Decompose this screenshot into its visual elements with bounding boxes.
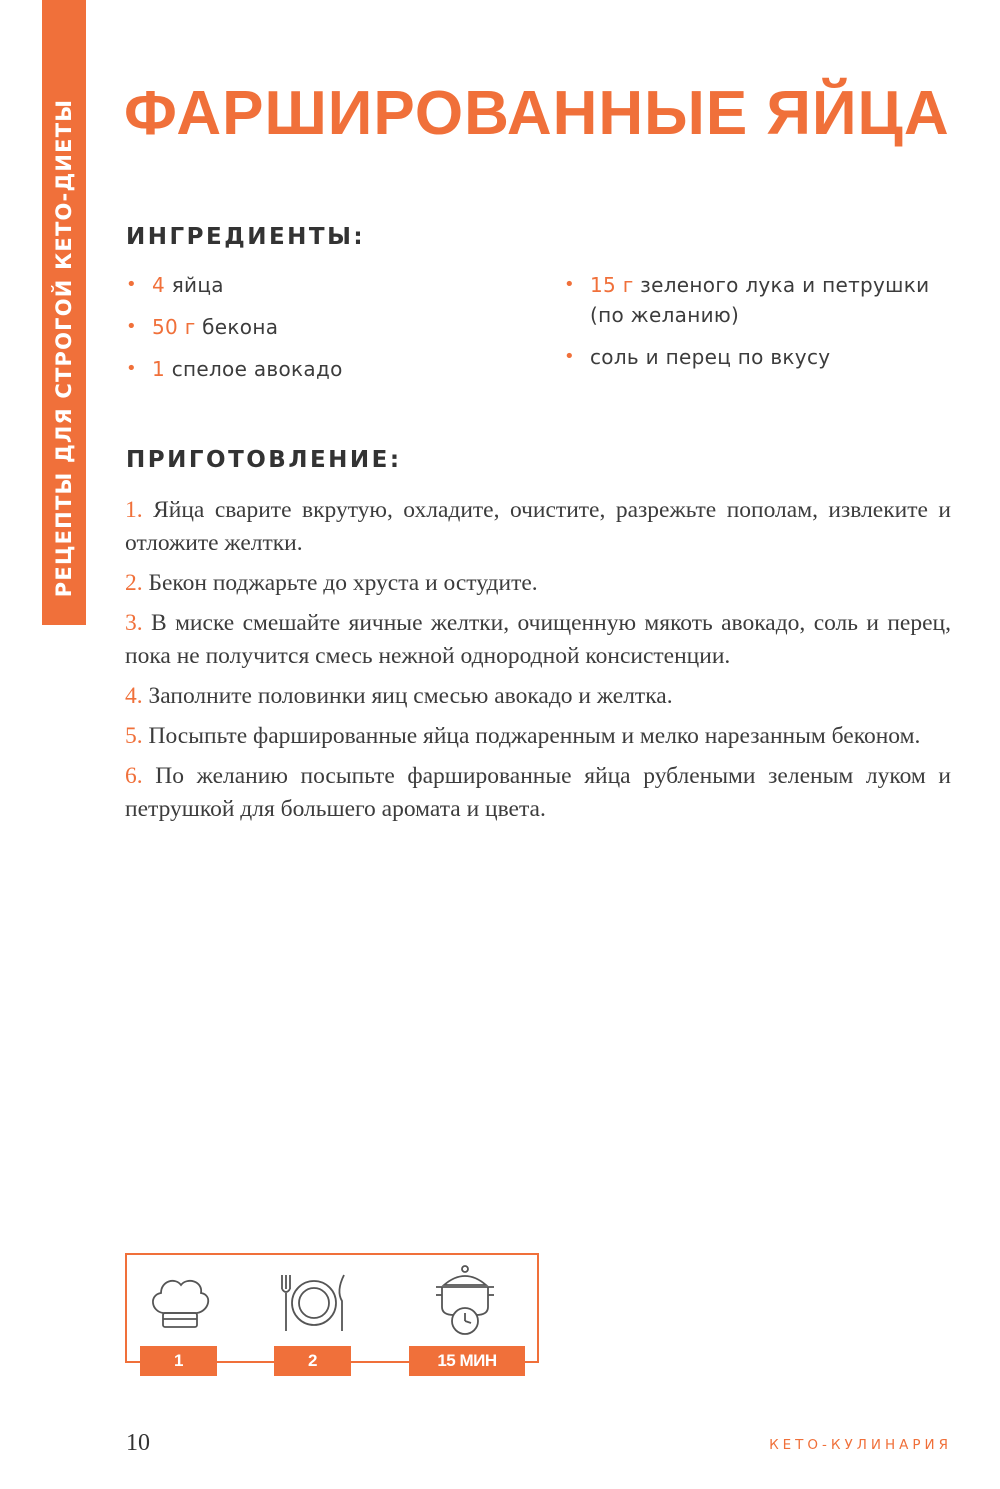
step: 3. В миске смешайте яичные желтки, очищенную мякоть авокадо, соль и перец, пока не получится смесь нежной однородной консистенции. bbox=[125, 610, 951, 669]
chef-hat-icon bbox=[145, 1265, 225, 1335]
list-item: • соль и перец по вкусу bbox=[564, 345, 831, 369]
servings-badge: 2 bbox=[274, 1346, 351, 1376]
step: 4. Заполните половинки яиц смесью авокадо и желтка. bbox=[125, 683, 673, 709]
preparation-steps bbox=[125, 494, 951, 833]
preparation-heading: ПРИГОТОВЛЕНИЕ: bbox=[126, 447, 402, 473]
list-item: • 50 г бекона bbox=[126, 315, 279, 339]
step: 1. Яйца сварите вкрутую, охладите, очистите, разрежьте пополам, извлеките и отложите желтки. bbox=[125, 497, 951, 556]
pot-timer-icon bbox=[430, 1261, 510, 1331]
list-item: • 15 г зеленого лука и петрушки (по желанию) bbox=[564, 273, 930, 327]
ingredients-list-left bbox=[126, 270, 526, 384]
list-item: • 4 яйца bbox=[126, 273, 224, 297]
page-title: ФАРШИРОВАННЫЕ ЯЙЦА bbox=[124, 79, 950, 148]
difficulty-badge: 1 bbox=[140, 1346, 217, 1376]
ingredients-heading: ИНГРЕДИЕНТЫ: bbox=[126, 224, 366, 250]
side-tab bbox=[42, 0, 86, 625]
step: 6. По желанию посыпьте фаршированные яйца рублеными зеленым луком и петрушкой для большего аромата и цвета. bbox=[125, 763, 951, 822]
book-title: КЕТО-КУЛИНАРИЯ bbox=[769, 1437, 952, 1453]
step: 5. Посыпьте фаршированные яйца поджаренным и мелко нарезанным беконом. bbox=[125, 723, 921, 749]
time-badge: 15 МИН bbox=[409, 1346, 525, 1376]
page-number: 10 bbox=[126, 1430, 150, 1456]
list-item: • 1 спелое авокадо bbox=[126, 357, 343, 381]
ingredients-list-right bbox=[564, 270, 964, 372]
step: 2. Бекон поджарьте до хруста и остудите. bbox=[125, 570, 538, 596]
plate-cutlery-icon bbox=[274, 1265, 354, 1335]
side-tab-label: РЕЦЕПТЫ ДЛЯ СТРОГОЙ КЕТО-ДИЕТЫ bbox=[52, 98, 76, 598]
